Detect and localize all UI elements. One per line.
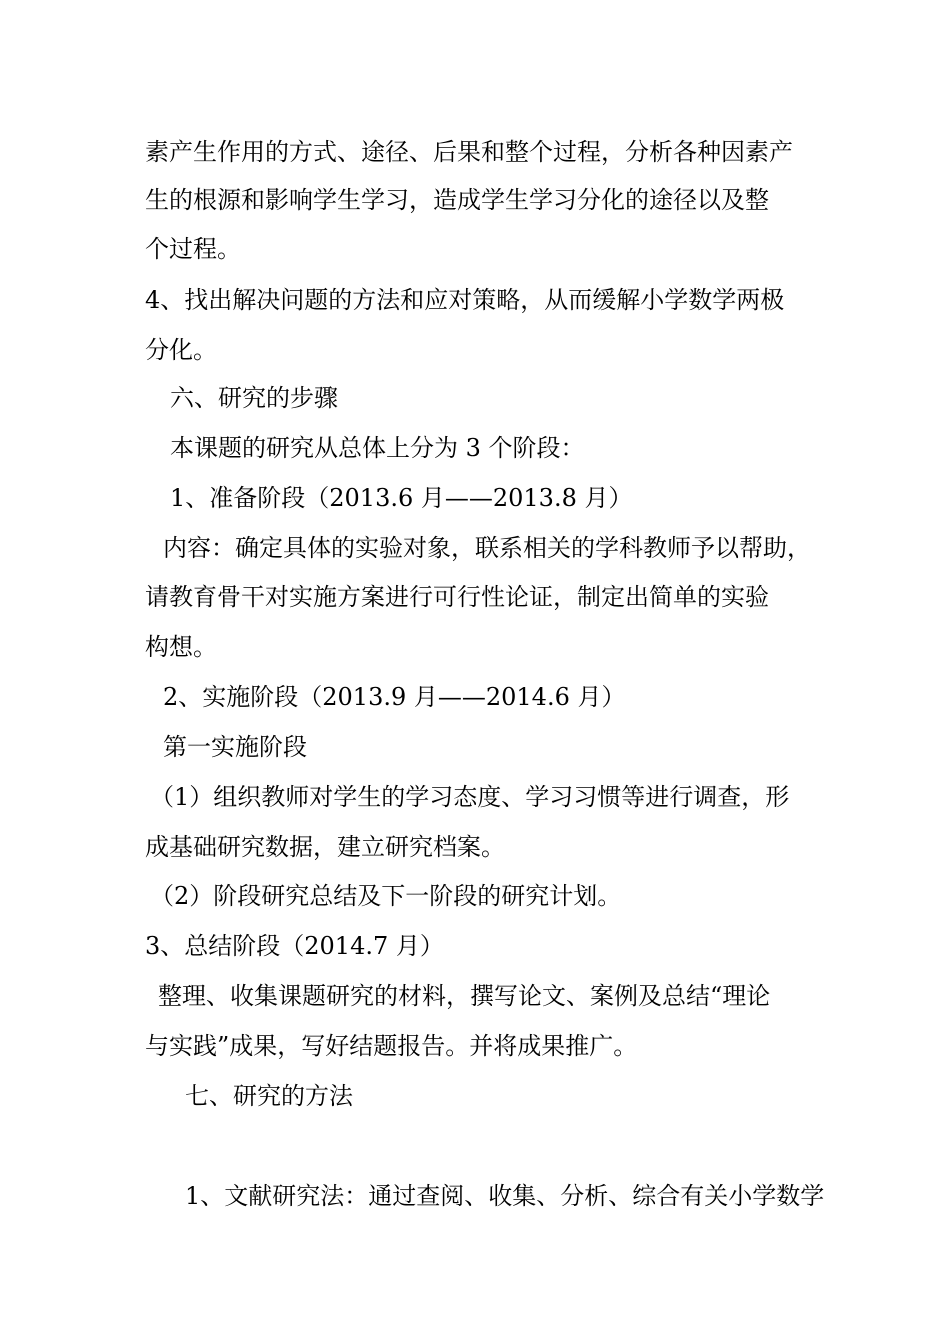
paragraph-line: 请教育骨干对实施方案进行可行性论证，制定出简单的实验 [145,583,769,611]
paragraph-line: 构想。 [145,633,217,661]
stage-heading: 3、总结阶段（2014.7 月） [145,932,444,960]
stage-heading: 1、准备阶段（2013.6 月——2013.8 月） [170,484,633,512]
list-item: （2）阶段研究总结及下一阶段的研究计划。 [150,882,622,910]
paragraph-line: 个过程。 [145,235,241,263]
paragraph-line: 1、文献研究法：通过查阅、收集、分析、综合有关小学数学 [185,1182,825,1210]
paragraph-line: 素产生作用的方式、途径、后果和整个过程，分析各种因素产 [145,138,793,166]
section-heading: 六、研究的步骤 [170,384,338,412]
paragraph-line: 分化。 [145,336,217,364]
list-item: 4、找出解决问题的方法和应对策略，从而缓解小学数学两极 [145,286,785,314]
list-item: （1）组织教师对学生的学习态度、学习习惯等进行调查，形 [150,783,790,811]
paragraph-line: 整理、收集课题研究的材料，撰写论文、案例及总结“理论 [158,982,771,1010]
paragraph-line: 与实践”成果，写好结题报告。并将成果推广。 [145,1032,638,1060]
sub-heading: 第一实施阶段 [163,733,307,761]
paragraph-line: 本课题的研究从总体上分为 3 个阶段： [170,434,585,462]
paragraph-line: 成基础研究数据，建立研究档案。 [145,833,505,861]
paragraph-line: 内容：确定具体的实验对象，联系相关的学科教师予以帮助， [163,534,811,562]
stage-heading: 2、实施阶段（2013.9 月——2014.6 月） [163,683,626,711]
paragraph-line: 生的根源和影响学生学习，造成学生学习分化的途径以及整 [145,186,769,214]
section-heading: 七、研究的方法 [185,1082,353,1110]
